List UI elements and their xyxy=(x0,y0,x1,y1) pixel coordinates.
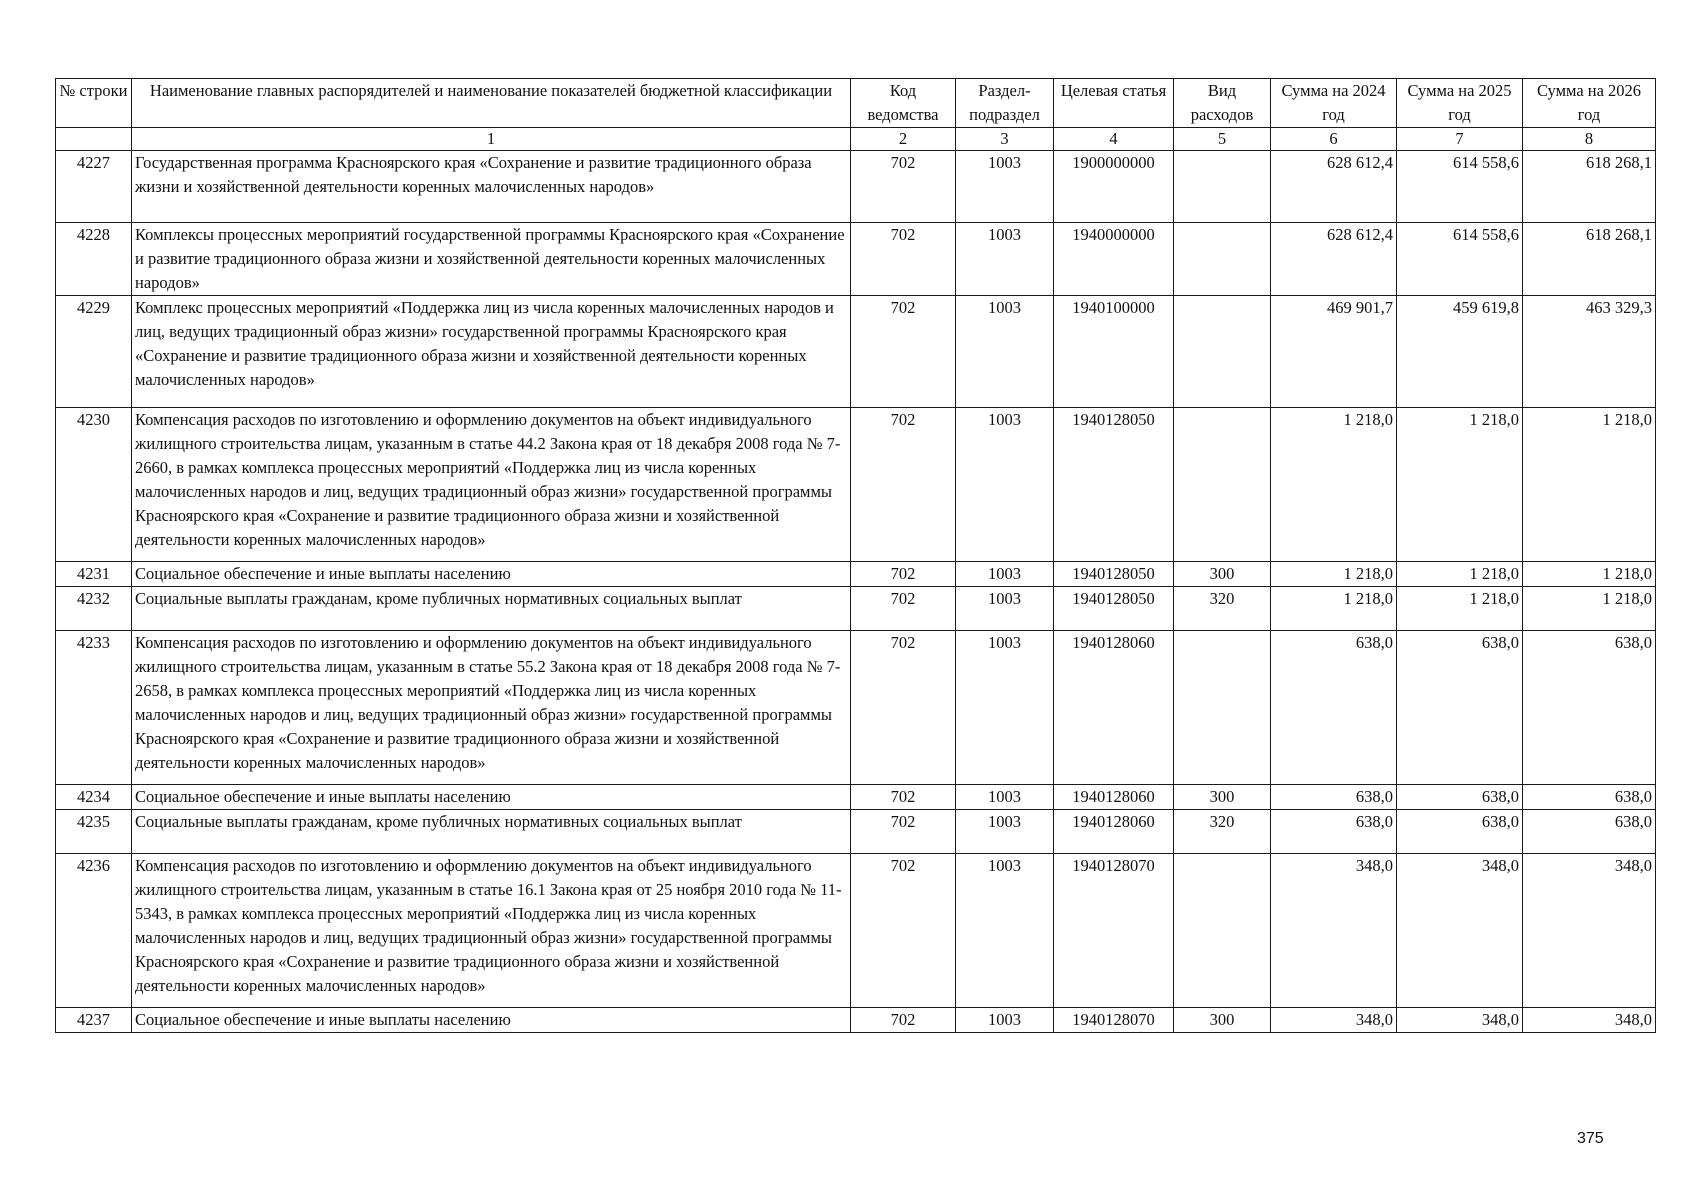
header-sum-2026: Сумма на 2026 год xyxy=(1523,79,1656,128)
row-department-code: 702 xyxy=(851,854,956,1008)
row-target-article: 1900000000 xyxy=(1054,151,1174,223)
table-row xyxy=(56,785,1656,810)
column-number: 3 xyxy=(956,128,1054,151)
row-sum-2026: 348,0 xyxy=(1523,854,1656,1008)
row-sum-2026: 1 218,0 xyxy=(1523,587,1656,631)
row-department-code: 702 xyxy=(851,151,956,223)
row-department-code: 702 xyxy=(851,631,956,785)
row-name: Комплекс процессных мероприятий «Поддержка лиц из числа коренных малочисленных народов и лиц, ведущих традиционный образ жизни» государственной программы Красноярского края «Сохранение и развитие традиционного образа жизни и хозяйственной деятельности коренных малочисленных народов» xyxy=(132,296,851,408)
row-name: Компенсация расходов по изготовлению и оформлению документов на объект индивидуального жилищного строительства лицам, указанным в статье 44.2 Закона края от 18 декабря 2008 года № 7-2660, в рамках комплекса процессных мероприятий «Поддержка лиц из числа коренных малочисленных народов и лиц, ведущих традиционный образ жизни» государственной программы Красноярского края «Сохранение и развитие традиционного образа жизни и хозяйственной деятельности коренных малочисленных народов» xyxy=(132,408,851,562)
row-sum-2026: 1 218,0 xyxy=(1523,408,1656,562)
header-department-code: Код ведомства xyxy=(851,79,956,128)
row-department-code: 702 xyxy=(851,587,956,631)
table-row xyxy=(56,854,1656,1008)
row-number: 4233 xyxy=(56,631,132,785)
row-sum-2025: 1 218,0 xyxy=(1397,408,1523,562)
row-sum-2025: 638,0 xyxy=(1397,810,1523,854)
header-name: Наименование главных распорядителей и наименование показателей бюджетной классификации xyxy=(132,79,851,128)
row-sum-2024: 469 901,7 xyxy=(1271,296,1397,408)
row-sum-2024: 1 218,0 xyxy=(1271,587,1397,631)
row-section: 1003 xyxy=(956,587,1054,631)
column-number: 4 xyxy=(1054,128,1174,151)
row-sum-2026: 1 218,0 xyxy=(1523,562,1656,587)
header-sum-2025: Сумма на 2025 год xyxy=(1397,79,1523,128)
header-row xyxy=(56,79,1656,128)
table-row xyxy=(56,1008,1656,1033)
row-sum-2024: 628 612,4 xyxy=(1271,151,1397,223)
row-sum-2026: 463 329,3 xyxy=(1523,296,1656,408)
table-body xyxy=(56,151,1656,1033)
row-section: 1003 xyxy=(956,785,1054,810)
row-department-code: 702 xyxy=(851,562,956,587)
header-sum-2024: Сумма на 2024 год xyxy=(1271,79,1397,128)
row-sum-2026: 638,0 xyxy=(1523,631,1656,785)
row-sum-2025: 638,0 xyxy=(1397,785,1523,810)
row-sum-2024: 348,0 xyxy=(1271,1008,1397,1033)
budget-document xyxy=(55,78,1655,1033)
row-number: 4229 xyxy=(56,296,132,408)
table-row xyxy=(56,296,1656,408)
column-number: 7 xyxy=(1397,128,1523,151)
row-department-code: 702 xyxy=(851,810,956,854)
row-section: 1003 xyxy=(956,562,1054,587)
row-name: Социальное обеспечение и иные выплаты населению xyxy=(132,785,851,810)
row-sum-2025: 1 218,0 xyxy=(1397,587,1523,631)
column-number-row xyxy=(56,128,1656,151)
row-sum-2024: 638,0 xyxy=(1271,631,1397,785)
row-department-code: 702 xyxy=(851,296,956,408)
row-number: 4236 xyxy=(56,854,132,1008)
column-number: 1 xyxy=(132,128,851,151)
row-sum-2026: 638,0 xyxy=(1523,810,1656,854)
row-sum-2025: 1 218,0 xyxy=(1397,562,1523,587)
row-expense-type: 320 xyxy=(1174,810,1271,854)
row-department-code: 702 xyxy=(851,223,956,296)
row-section: 1003 xyxy=(956,1008,1054,1033)
row-expense-type: 320 xyxy=(1174,587,1271,631)
row-sum-2024: 638,0 xyxy=(1271,810,1397,854)
row-target-article: 1940128050 xyxy=(1054,562,1174,587)
row-sum-2025: 348,0 xyxy=(1397,1008,1523,1033)
row-sum-2026: 618 268,1 xyxy=(1523,151,1656,223)
row-expense-type: 300 xyxy=(1174,785,1271,810)
row-sum-2024: 628 612,4 xyxy=(1271,223,1397,296)
budget-table xyxy=(55,78,1656,1033)
row-name: Социальные выплаты гражданам, кроме публичных нормативных социальных выплат xyxy=(132,587,851,631)
column-number: 8 xyxy=(1523,128,1656,151)
row-sum-2026: 348,0 xyxy=(1523,1008,1656,1033)
row-section: 1003 xyxy=(956,810,1054,854)
row-sum-2024: 638,0 xyxy=(1271,785,1397,810)
row-name: Социальное обеспечение и иные выплаты населению xyxy=(132,562,851,587)
row-number: 4235 xyxy=(56,810,132,854)
column-number xyxy=(56,128,132,151)
row-name: Государственная программа Красноярского края «Сохранение и развитие традиционного образа жизни и хозяйственной деятельности коренных малочисленных народов» xyxy=(132,151,851,223)
row-sum-2024: 348,0 xyxy=(1271,854,1397,1008)
row-target-article: 1940128060 xyxy=(1054,785,1174,810)
row-target-article: 1940128070 xyxy=(1054,1008,1174,1033)
row-sum-2026: 638,0 xyxy=(1523,785,1656,810)
row-expense-type: 300 xyxy=(1174,562,1271,587)
row-expense-type xyxy=(1174,223,1271,296)
row-department-code: 702 xyxy=(851,408,956,562)
row-target-article: 1940128060 xyxy=(1054,631,1174,785)
row-expense-type: 300 xyxy=(1174,1008,1271,1033)
row-target-article: 1940128050 xyxy=(1054,408,1174,562)
header-row-number: № строки xyxy=(56,79,132,128)
column-number: 2 xyxy=(851,128,956,151)
page-number: 375 xyxy=(1577,1130,1604,1147)
header-target-article: Целевая статья xyxy=(1054,79,1174,128)
row-name: Компенсация расходов по изготовлению и оформлению документов на объект индивидуального жилищного строительства лицам, указанным в статье 55.2 Закона края от 18 декабря 2008 года № 7-2658, в рамках комплекса процессных мероприятий «Поддержка лиц из числа коренных малочисленных народов и лиц, ведущих традиционный образ жизни» государственной программы Красноярского края «Сохранение и развитие традиционного образа жизни и хозяйственной деятельности коренных малочисленных народов» xyxy=(132,631,851,785)
row-expense-type xyxy=(1174,854,1271,1008)
row-sum-2024: 1 218,0 xyxy=(1271,408,1397,562)
row-section: 1003 xyxy=(956,151,1054,223)
row-sum-2025: 459 619,8 xyxy=(1397,296,1523,408)
row-target-article: 1940000000 xyxy=(1054,223,1174,296)
table-row xyxy=(56,408,1656,562)
header-expense-type: Вид расходов xyxy=(1174,79,1271,128)
row-number: 4234 xyxy=(56,785,132,810)
row-name: Социальные выплаты гражданам, кроме публичных нормативных социальных выплат xyxy=(132,810,851,854)
column-number: 6 xyxy=(1271,128,1397,151)
row-sum-2025: 348,0 xyxy=(1397,854,1523,1008)
row-number: 4231 xyxy=(56,562,132,587)
row-sum-2025: 614 558,6 xyxy=(1397,223,1523,296)
row-section: 1003 xyxy=(956,631,1054,785)
row-target-article: 1940128070 xyxy=(1054,854,1174,1008)
row-target-article: 1940100000 xyxy=(1054,296,1174,408)
row-target-article: 1940128060 xyxy=(1054,810,1174,854)
row-sum-2026: 618 268,1 xyxy=(1523,223,1656,296)
table-row xyxy=(56,223,1656,296)
header-section: Раздел-подраздел xyxy=(956,79,1054,128)
row-expense-type xyxy=(1174,151,1271,223)
row-number: 4237 xyxy=(56,1008,132,1033)
row-sum-2025: 614 558,6 xyxy=(1397,151,1523,223)
table-row xyxy=(56,562,1656,587)
row-number: 4228 xyxy=(56,223,132,296)
row-expense-type xyxy=(1174,631,1271,785)
row-section: 1003 xyxy=(956,408,1054,562)
table-row xyxy=(56,631,1656,785)
row-section: 1003 xyxy=(956,223,1054,296)
row-number: 4232 xyxy=(56,587,132,631)
row-section: 1003 xyxy=(956,296,1054,408)
row-expense-type xyxy=(1174,296,1271,408)
row-target-article: 1940128050 xyxy=(1054,587,1174,631)
row-name: Социальное обеспечение и иные выплаты населению xyxy=(132,1008,851,1033)
row-number: 4230 xyxy=(56,408,132,562)
row-department-code: 702 xyxy=(851,785,956,810)
row-section: 1003 xyxy=(956,854,1054,1008)
column-number: 5 xyxy=(1174,128,1271,151)
table-row xyxy=(56,810,1656,854)
row-sum-2024: 1 218,0 xyxy=(1271,562,1397,587)
row-name: Компенсация расходов по изготовлению и оформлению документов на объект индивидуального жилищного строительства лицам, указанным в статье 16.1 Закона края от 25 ноября 2010 года № 11-5343, в рамках комплекса процессных мероприятий «Поддержка лиц из числа коренных малочисленных народов и лиц, ведущих традиционный образ жизни» государственной программы Красноярского края «Сохранение и развитие традиционного образа жизни и хозяйственной деятельности коренных малочисленных народов» xyxy=(132,854,851,1008)
row-department-code: 702 xyxy=(851,1008,956,1033)
row-sum-2025: 638,0 xyxy=(1397,631,1523,785)
row-number: 4227 xyxy=(56,151,132,223)
table-row xyxy=(56,151,1656,223)
table-row xyxy=(56,587,1656,631)
row-name: Комплексы процессных мероприятий государственной программы Красноярского края «Сохранение и развитие традиционного образа жизни и хозяйственной деятельности коренных малочисленных народов» xyxy=(132,223,851,296)
row-expense-type xyxy=(1174,408,1271,562)
